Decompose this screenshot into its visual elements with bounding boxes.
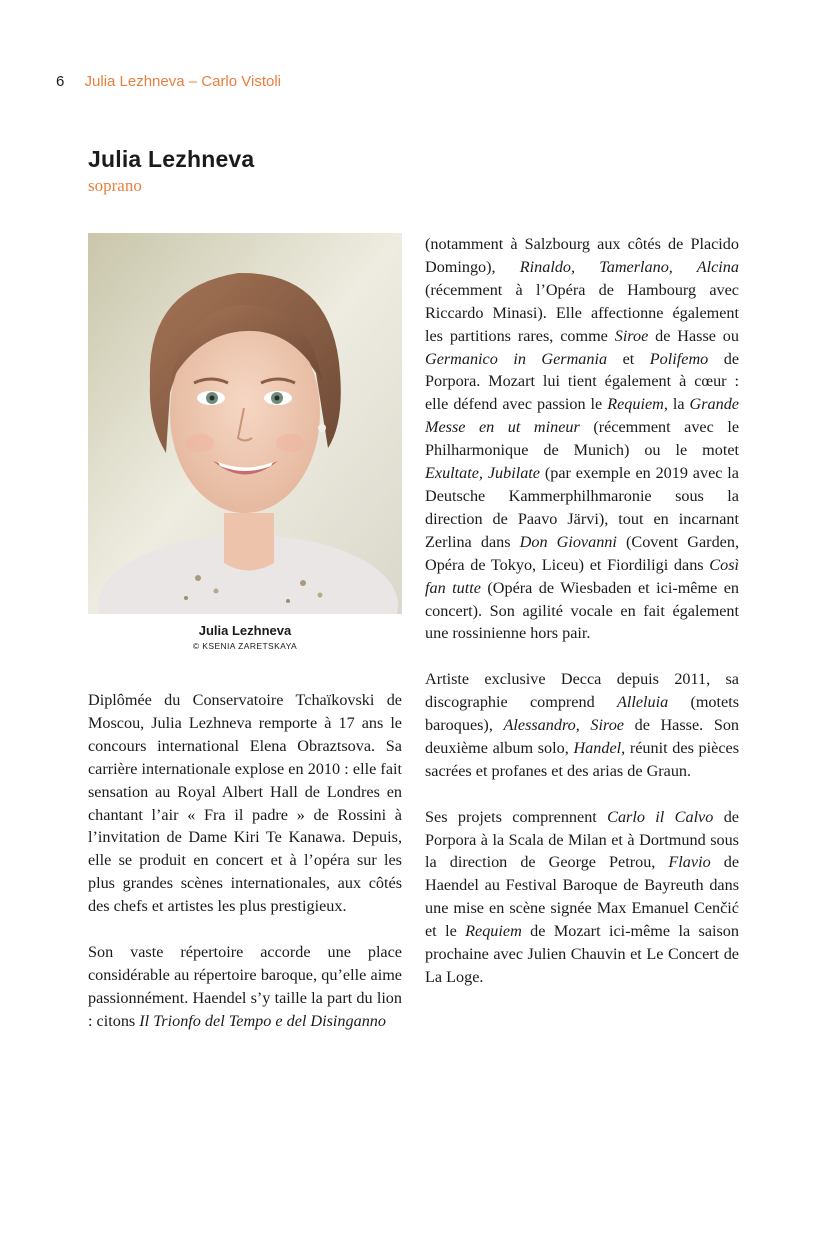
work-title: Germanico in Germania bbox=[425, 349, 608, 368]
work-title: Così fan tutte bbox=[425, 555, 739, 597]
page-header bbox=[56, 73, 281, 90]
text-run: de Porpora à la Scala de Milan et à Dortmund sous la direction de George Petrou, bbox=[425, 807, 739, 872]
text-run: de Haendel au Festival Baroque de Bayreuth dans une mise en scène signée Max Emanuel Cenčić et le bbox=[425, 853, 739, 941]
photo-credit: © KSENIA ZARETSKAYA bbox=[192, 641, 298, 651]
work-title: Requiem bbox=[465, 922, 522, 941]
work-title: Exultate, Jubilate bbox=[425, 464, 540, 483]
text-run: et bbox=[607, 349, 650, 368]
text-run: , la bbox=[663, 395, 690, 414]
text-run: de Hasse ou bbox=[648, 326, 739, 345]
text-run: Ses projets comprennent bbox=[425, 807, 608, 826]
work-title: Alleluia bbox=[616, 693, 669, 712]
work-title: Polifemo bbox=[649, 349, 709, 368]
work-title: Rinaldo, Tamerlano, Alcina bbox=[519, 257, 739, 276]
work-title: Handel bbox=[573, 738, 622, 757]
photo-caption-name: Julia Lezhneva bbox=[198, 623, 292, 638]
work-title: Flavio bbox=[668, 853, 711, 872]
text-run: (notamment à Salzbourg aux côtés de Placido Domingo), bbox=[425, 235, 739, 276]
artist-name: Julia Lezhneva bbox=[88, 146, 255, 172]
running-title: Julia Lezhneva – Carlo Vistoli bbox=[84, 73, 282, 90]
text-run: Artiste exclusive Decca depuis 2011, sa discographie comprend bbox=[425, 670, 739, 712]
text-run: de Mozart ici-même la saison prochaine avec Julien Chauvin et Le Concert de La Loge. bbox=[425, 922, 739, 986]
work-title: Alessandro, Siroe bbox=[503, 716, 624, 735]
work-title: Il Trionfo del Tempo e del Disinganno bbox=[139, 1011, 386, 1030]
text-run: (Opéra de Wiesbaden et ici-même en concert). Son agilité vocale en fait également une rossinienne hors pair. bbox=[425, 578, 740, 643]
page-number: 6 bbox=[56, 73, 65, 90]
bio-column-left bbox=[88, 689, 402, 1033]
text-run: de Hasse. Son deuxième album solo, bbox=[425, 716, 740, 757]
work-title: Siroe bbox=[614, 326, 649, 345]
bio-column-right bbox=[425, 233, 739, 989]
bio-paragraph bbox=[425, 668, 739, 783]
work-title: Carlo il Calvo bbox=[607, 807, 714, 826]
work-title: Requiem bbox=[607, 395, 664, 414]
work-title: Grande Messe en ut mineur bbox=[425, 395, 739, 437]
artist-photo bbox=[88, 233, 402, 614]
text-run: (Covent Garden, Opéra de Tokyo, Liceu) et Fiordiligi dans bbox=[425, 532, 739, 574]
bio-paragraph bbox=[425, 806, 739, 989]
text-run: (motets baroques), bbox=[425, 693, 739, 735]
text-run: (par exemple en 2019 avec la Deutsche Kammerphilhmaronie sous la direction de Paavo Järvi), tout en incarnant Zerlina dans bbox=[425, 464, 739, 551]
text-run: de Porpora. Mozart lui tient également à cœur : elle défend avec passion le bbox=[425, 349, 740, 414]
text-run: Diplômée du Conservatoire Tchaïkovski de Moscou, Julia Lezhneva remporte à 17 ans le concours international Elena Obraztsova. Sa carrière internationale explose en 2010 : elle fait sensation au Royal Albert Hall de Londres en chantant l’air « Fra il padre » de Rossini à l’invitation de Dame Kiri Te Kanawa. Depuis, elle se produit en concert et à l’opéra sur les plus grandes scènes internationales, aux côtés des chefs et artistes les plus prestigieux. bbox=[88, 691, 402, 916]
text-run: Son vaste répertoire accorde une place considérable au répertoire baroque, qu’elle aime passionnément. Haendel s’y taille la part du lion : citons bbox=[88, 942, 402, 1030]
bio-paragraph bbox=[88, 941, 402, 1033]
bio-paragraph bbox=[425, 233, 739, 645]
work-title: Don Giovanni bbox=[519, 532, 617, 551]
artist-role: soprano bbox=[88, 176, 142, 195]
bio-paragraph bbox=[88, 689, 402, 918]
text-run: (récemment avec le Philharmonique de Munich) ou le motet bbox=[425, 418, 739, 460]
text-run: (récemment à l’Opéra de Hambourg avec Riccardo Minasi). Elle affectionne également les partitions rares, comme bbox=[425, 280, 739, 345]
text-run: , réunit des pièces sacrées et profanes et des arias de Graun. bbox=[425, 738, 739, 780]
